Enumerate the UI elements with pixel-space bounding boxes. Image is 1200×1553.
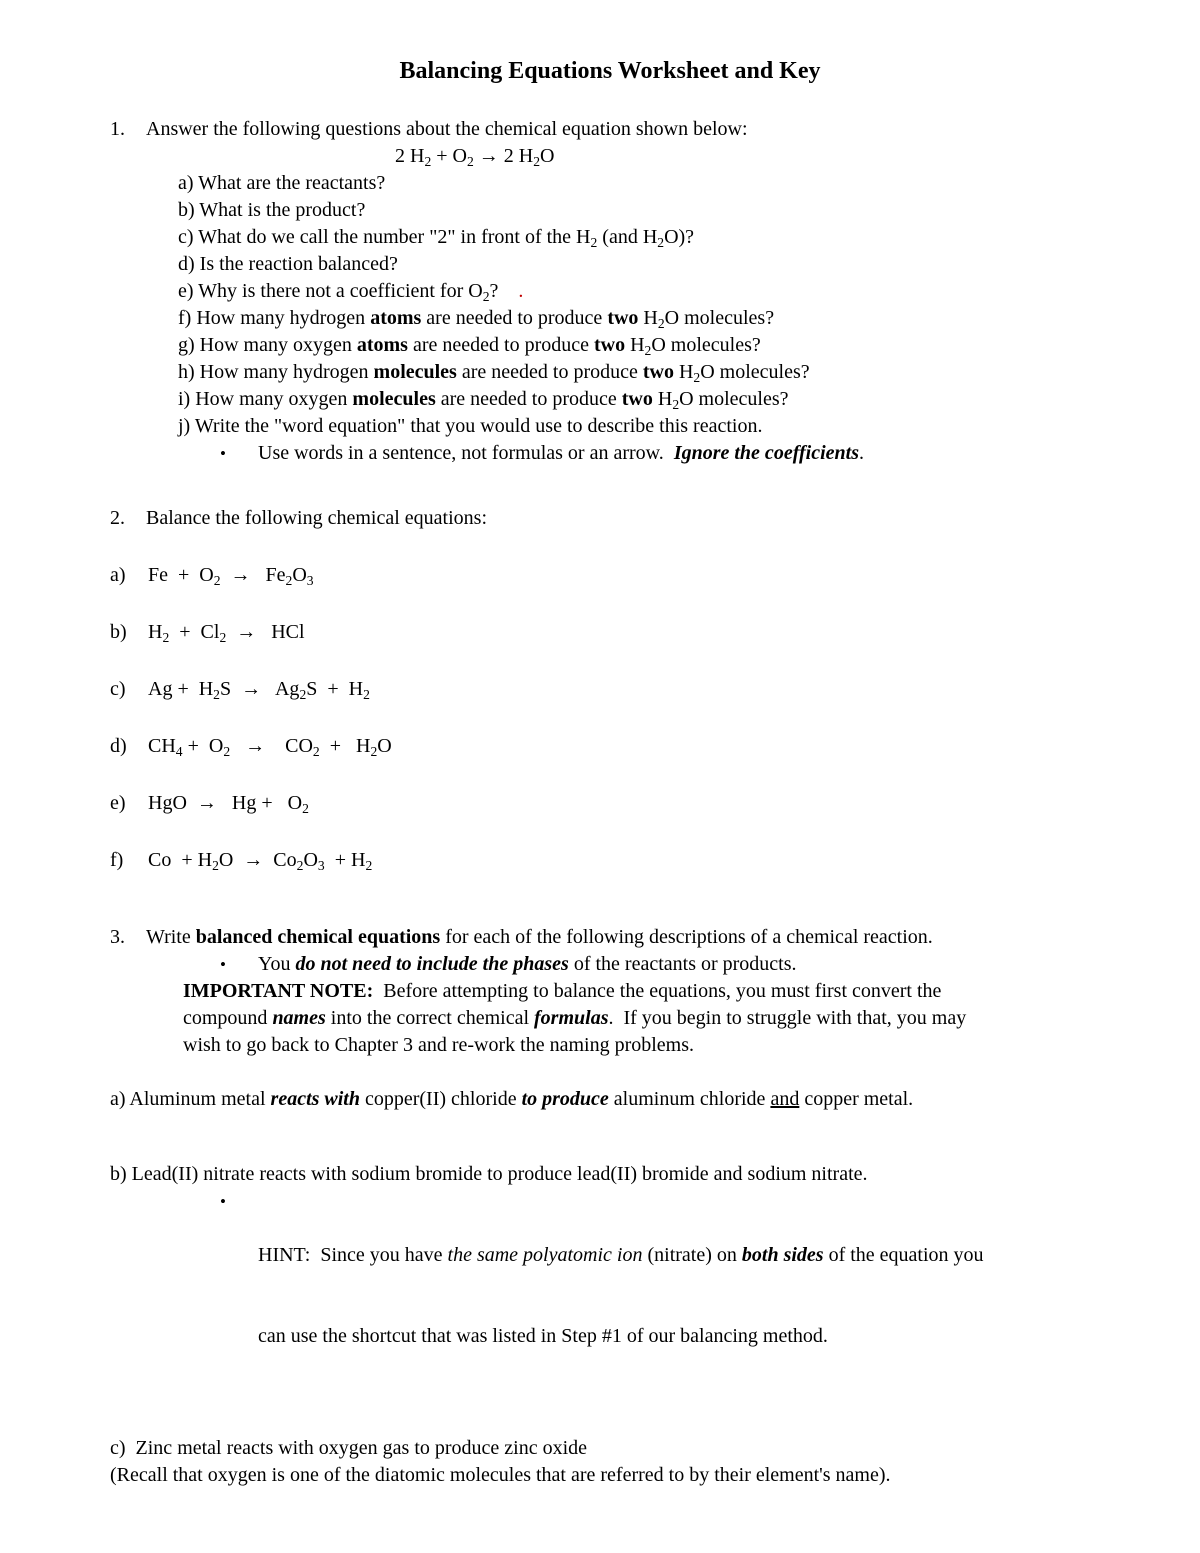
equation-row-f [110,847,1110,874]
bullet-icon: • [220,955,226,974]
equation-f-label: f) [110,849,124,871]
question-2-header [110,505,1110,532]
hint-text [258,1188,984,1404]
question-1-header [110,116,1110,143]
equation-b-formula: $H_2 + Cl_2$ → HCl [148,621,305,645]
question-3-bullet-text: You do not need to include the phases of the reactants or products. [258,953,797,975]
question-3-header [110,924,1110,951]
question-1-item-c: c) What do we call the number "2" in front of the $H_2$ (and $H_2O$)? [178,226,695,250]
question-2-intro: Balance the following chemical equations: [146,507,487,529]
question-3-number: 3. [110,926,125,948]
equation-a-label: a) [110,564,126,586]
question-1-item-b: b) What is the product? [178,199,366,221]
question-1-bullet-row [110,440,1110,467]
equation-row-b [110,619,1110,646]
section-question-2 [110,505,1110,874]
equation-d-label: d) [110,735,127,757]
question-1-item-f: f) How many hydrogen atoms are needed to produce two $H_2O$ molecules? [178,307,775,331]
question-3-item-c-note: (Recall that oxygen is one of the diatomic molecules that are referred to by their element's name). [110,1464,891,1486]
bullet-icon: • [220,444,226,463]
question-1-item-g: g) How many oxygen atoms are needed to produce two $H_2O$ molecules? [178,334,761,358]
equation-e-label: e) [110,792,126,814]
question-1-item-j: j) Write the "word equation" that you would use to describe this reaction. [178,415,763,437]
equation-row-d [110,733,1110,760]
hint-line-2: can use the shortcut that was listed in Step #1 of our balancing method. [258,1325,828,1347]
equation-d-formula: $CH_4 + O_2$ → $CO_2 + H_2O$ [148,735,392,759]
equation-a-formula: $Fe + O_2 \to Fe_2O_3$ [148,564,314,588]
hint-line-1: HINT: Since you have the same polyatomic ion (nitrate) on both sides of the equation you [258,1244,984,1266]
equation-row-a [110,562,1110,589]
question-1-items [110,170,1110,440]
question-1-number: 1. [110,118,125,140]
question-1-item-a: a) What are the reactants? [178,172,386,194]
question-1-intro: Answer the following questions about the chemical equation shown below: [146,118,748,140]
important-note-line-3: wish to go back to Chapter 3 and re-work the naming problems. [183,1034,694,1056]
equation-e-formula: HgO → $Hg + O_2$ [148,792,309,816]
question-3-item-c: c) Zinc metal reacts with oxygen gas to produce zinc oxide [110,1437,588,1459]
equation-c-label: c) [110,678,126,700]
question-3-intro: Write balanced chemical equations for each of the following descriptions of a chemical reaction. [146,926,933,948]
question-1-item-i: i) How many oxygen molecules are needed to produce two $H_2O$ molecules? [178,388,789,412]
equation-b-label: b) [110,621,127,643]
hint-bullet-row [110,1188,1110,1404]
worksheet-title: Balancing Equations Worksheet and Key [399,58,821,84]
question-3-item-a: a) Aluminum metal reacts with copper(II) chloride to produce aluminum chloride and copper metal. [110,1088,914,1110]
section-question-1 [110,116,1110,467]
equation-row-c [110,676,1110,703]
question-3-item-b: b) Lead(II) nitrate reacts with sodium bromide to produce lead(II) bromide and sodium nitrate. [110,1163,868,1185]
question-1-item-d: d) Is the reaction balanced? [178,253,398,275]
important-note-line-1: IMPORTANT NOTE: Before attempting to balance the equations, you must first convert the [183,980,942,1002]
question-1-item-h: h) How many hydrogen molecules are needed to produce two $H_2O$ molecules? [178,361,810,385]
question-1-bullet-text: Use words in a sentence, not formulas or an arrow. Ignore the coefficients. [258,442,864,464]
question-2-number: 2. [110,507,125,529]
equation-f-formula: $Co + H_2O \to Co_2O_3 + H_2$ [148,849,373,873]
question-3-bullet-row [110,951,1110,978]
section-question-3 [110,924,1110,1489]
bullet-icon: • [220,1192,226,1211]
question-1-item-e: e) Why is there not a coefficient for $O_2$? . [178,280,524,304]
main-chemical-equation: 2 $H_2 + O_2 \to 2$ $H_2O$ [395,145,555,169]
important-note-line-2: compound names into the correct chemical formulas. If you begin to struggle with that, you may [183,1007,967,1029]
important-note [110,978,1110,1059]
equation-row-e [110,790,1110,817]
equation-c-formula: $Ag + H_2S \to Ag_2S + H_2$ [148,678,370,702]
